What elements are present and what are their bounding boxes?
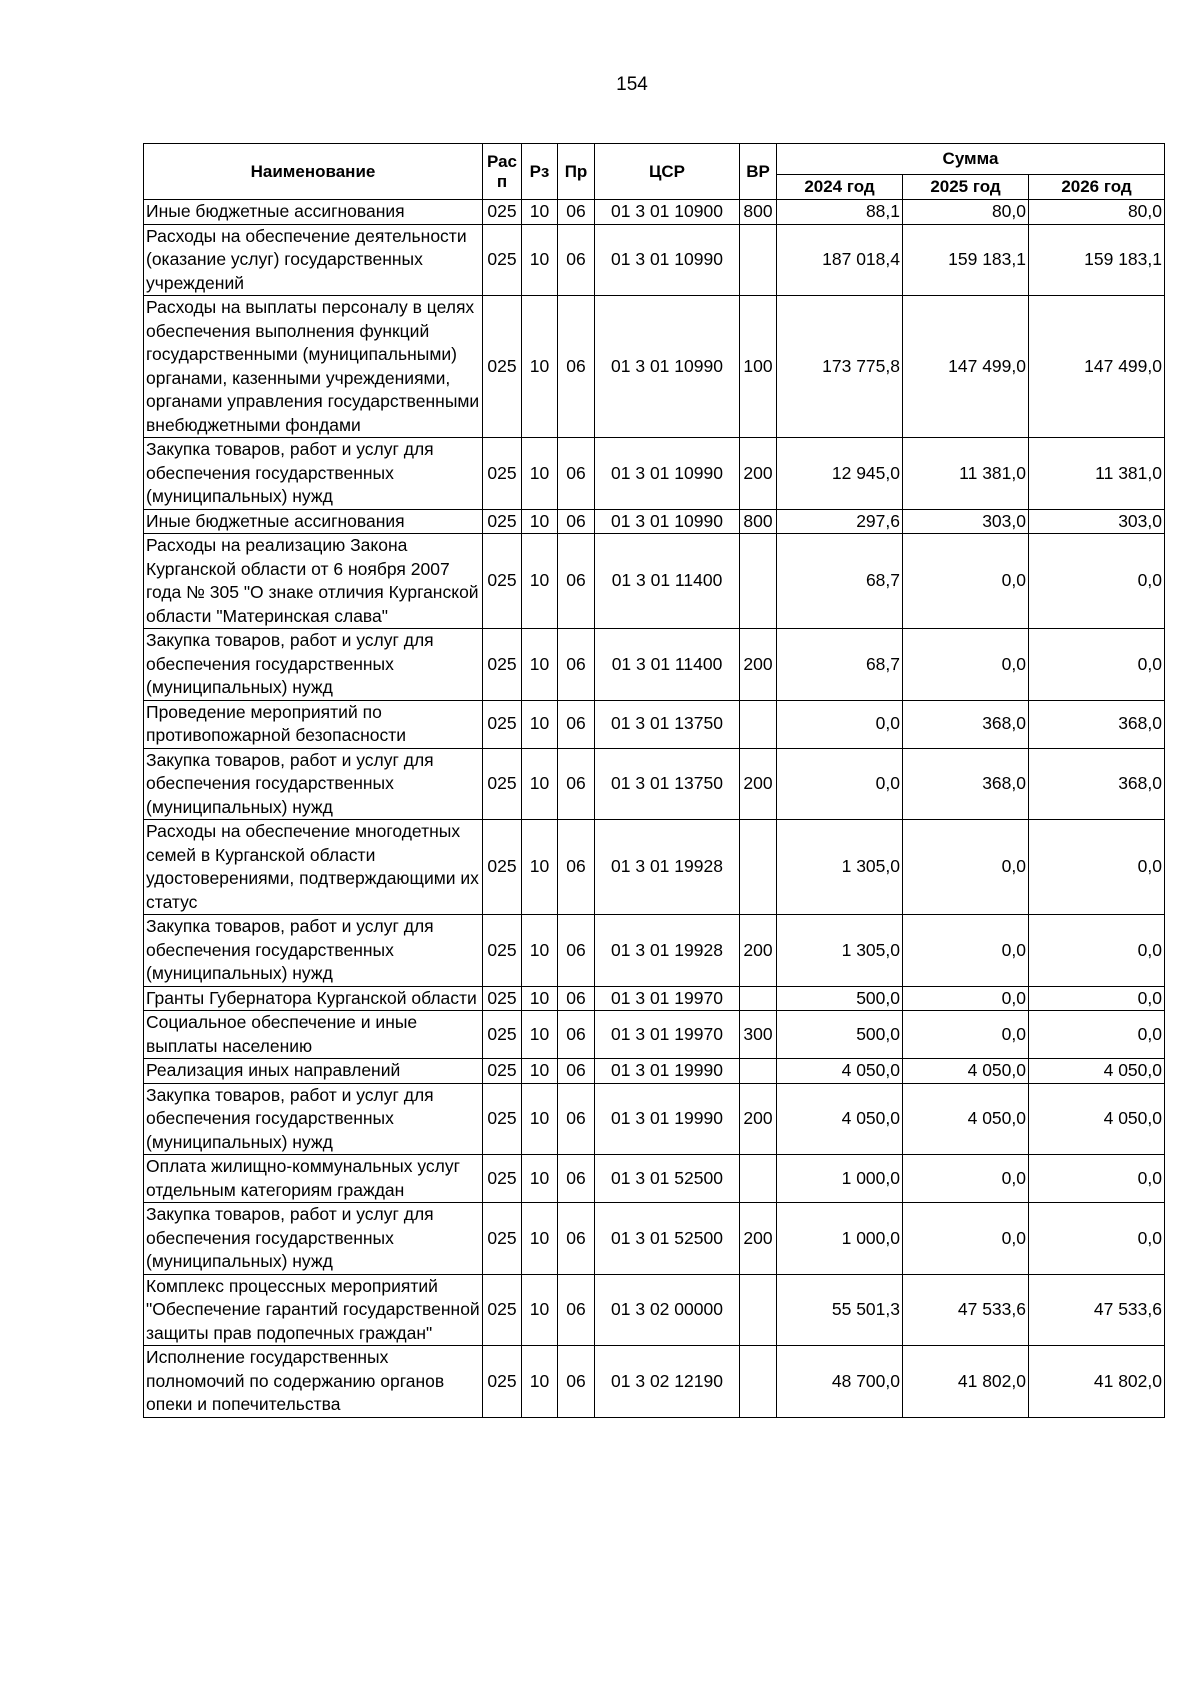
cell-pr: 06 (558, 629, 595, 701)
table-row (144, 1203, 1165, 1275)
cell-sum-2024: 500,0 (777, 986, 903, 1011)
cell-csr: 01 3 01 19970 (595, 1011, 740, 1059)
cell-vr: 800 (740, 200, 777, 225)
cell-rasp: 025 (483, 820, 522, 915)
cell-csr: 01 3 01 13750 (595, 748, 740, 820)
cell-sum-2024: 1 000,0 (777, 1203, 903, 1275)
cell-rz: 10 (522, 224, 558, 296)
cell-rasp: 025 (483, 224, 522, 296)
table-row (144, 509, 1165, 534)
cell-sum-2026: 80,0 (1029, 200, 1165, 225)
cell-rasp: 025 (483, 534, 522, 629)
header-rz: Рз (522, 144, 558, 200)
cell-pr: 06 (558, 1346, 595, 1418)
cell-sum-2024: 1 000,0 (777, 1155, 903, 1203)
cell-vr (740, 1274, 777, 1346)
cell-sum-2026: 147 499,0 (1029, 296, 1165, 438)
table-row (144, 1083, 1165, 1155)
cell-sum-2025: 0,0 (903, 1155, 1029, 1203)
cell-sum-2026: 0,0 (1029, 629, 1165, 701)
cell-rz: 10 (522, 438, 558, 510)
cell-sum-2024: 12 945,0 (777, 438, 903, 510)
cell-pr: 06 (558, 748, 595, 820)
cell-sum-2025: 0,0 (903, 534, 1029, 629)
cell-csr: 01 3 01 52500 (595, 1155, 740, 1203)
cell-pr: 06 (558, 1083, 595, 1155)
cell-sum-2026: 368,0 (1029, 748, 1165, 820)
cell-rz: 10 (522, 1083, 558, 1155)
cell-sum-2024: 68,7 (777, 534, 903, 629)
cell-sum-2024: 0,0 (777, 700, 903, 748)
cell-sum-2024: 1 305,0 (777, 915, 903, 987)
cell-vr: 200 (740, 748, 777, 820)
cell-vr (740, 534, 777, 629)
cell-rasp: 025 (483, 296, 522, 438)
cell-sum-2026: 303,0 (1029, 509, 1165, 534)
cell-pr: 06 (558, 509, 595, 534)
table-row (144, 915, 1165, 987)
table-row (144, 1011, 1165, 1059)
cell-rasp: 025 (483, 200, 522, 225)
cell-vr (740, 1155, 777, 1203)
cell-sum-2024: 1 305,0 (777, 820, 903, 915)
cell-rasp: 025 (483, 986, 522, 1011)
cell-sum-2026: 0,0 (1029, 986, 1165, 1011)
cell-sum-2025: 368,0 (903, 700, 1029, 748)
cell-rz: 10 (522, 534, 558, 629)
cell-rasp: 025 (483, 1059, 522, 1084)
table-row (144, 629, 1165, 701)
cell-name: Иные бюджетные ассигнования (144, 200, 483, 225)
cell-sum-2024: 173 775,8 (777, 296, 903, 438)
cell-sum-2024: 68,7 (777, 629, 903, 701)
cell-sum-2026: 41 802,0 (1029, 1346, 1165, 1418)
table-row (144, 534, 1165, 629)
cell-rasp: 025 (483, 629, 522, 701)
cell-sum-2026: 47 533,6 (1029, 1274, 1165, 1346)
cell-sum-2025: 0,0 (903, 820, 1029, 915)
cell-rz: 10 (522, 748, 558, 820)
cell-csr: 01 3 02 12190 (595, 1346, 740, 1418)
header-year-2024: 2024 год (777, 175, 903, 200)
table-row (144, 224, 1165, 296)
cell-rz: 10 (522, 915, 558, 987)
header-rasp: Рас п (483, 144, 522, 200)
cell-name: Социальное обеспечение и иные выплаты населению (144, 1011, 483, 1059)
cell-rz: 10 (522, 629, 558, 701)
cell-pr: 06 (558, 224, 595, 296)
cell-sum-2025: 303,0 (903, 509, 1029, 534)
cell-sum-2025: 0,0 (903, 629, 1029, 701)
cell-vr (740, 1059, 777, 1084)
cell-rasp: 025 (483, 915, 522, 987)
cell-rz: 10 (522, 1346, 558, 1418)
cell-pr: 06 (558, 700, 595, 748)
cell-sum-2025: 0,0 (903, 1011, 1029, 1059)
cell-sum-2025: 41 802,0 (903, 1346, 1029, 1418)
cell-sum-2024: 297,6 (777, 509, 903, 534)
cell-sum-2025: 0,0 (903, 1203, 1029, 1275)
cell-name: Закупка товаров, работ и услуг для обеспечения государственных (муниципальных) нужд (144, 629, 483, 701)
table-row (144, 1155, 1165, 1203)
cell-vr: 200 (740, 1083, 777, 1155)
cell-pr: 06 (558, 200, 595, 225)
cell-name: Закупка товаров, работ и услуг для обеспечения государственных (муниципальных) нужд (144, 1203, 483, 1275)
cell-csr: 01 3 01 19928 (595, 820, 740, 915)
header-vr: ВР (740, 144, 777, 200)
cell-sum-2025: 47 533,6 (903, 1274, 1029, 1346)
cell-name: Иные бюджетные ассигнования (144, 509, 483, 534)
cell-name: Проведение мероприятий по противопожарной безопасности (144, 700, 483, 748)
cell-rz: 10 (522, 200, 558, 225)
page-number: 154 (616, 74, 648, 95)
cell-sum-2025: 368,0 (903, 748, 1029, 820)
cell-pr: 06 (558, 915, 595, 987)
cell-csr: 01 3 01 10900 (595, 200, 740, 225)
cell-pr: 06 (558, 1203, 595, 1275)
cell-name: Оплата жилищно-коммунальных услуг отдельным категориям граждан (144, 1155, 483, 1203)
cell-sum-2026: 0,0 (1029, 820, 1165, 915)
table-row (144, 1059, 1165, 1084)
cell-name: Реализация иных направлений (144, 1059, 483, 1084)
cell-rz: 10 (522, 1155, 558, 1203)
budget-table (143, 143, 1165, 1418)
table-row (144, 700, 1165, 748)
cell-rasp: 025 (483, 748, 522, 820)
cell-vr (740, 1346, 777, 1418)
cell-pr: 06 (558, 296, 595, 438)
cell-pr: 06 (558, 534, 595, 629)
header-year-2026: 2026 год (1029, 175, 1165, 200)
cell-sum-2025: 80,0 (903, 200, 1029, 225)
header-csr: ЦСР (595, 144, 740, 200)
cell-name: Исполнение государственных полномочий по содержанию органов опеки и попечительства (144, 1346, 483, 1418)
cell-vr: 100 (740, 296, 777, 438)
table-row (144, 200, 1165, 225)
cell-vr (740, 700, 777, 748)
cell-sum-2024: 500,0 (777, 1011, 903, 1059)
cell-rasp: 025 (483, 1011, 522, 1059)
cell-rasp: 025 (483, 1274, 522, 1346)
header-pr: Пр (558, 144, 595, 200)
cell-name: Закупка товаров, работ и услуг для обеспечения государственных (муниципальных) нужд (144, 915, 483, 987)
cell-sum-2024: 4 050,0 (777, 1059, 903, 1084)
cell-rasp: 025 (483, 1083, 522, 1155)
header-sum: Сумма (777, 144, 1165, 175)
cell-sum-2026: 0,0 (1029, 534, 1165, 629)
cell-name: Гранты Губернатора Курганской области (144, 986, 483, 1011)
cell-sum-2026: 0,0 (1029, 1011, 1165, 1059)
cell-name: Расходы на выплаты персоналу в целях обеспечения выполнения функций государственными (муниципальными) органами, казенными учреждениями, органами управления государственными внебюджетными фондами (144, 296, 483, 438)
cell-csr: 01 3 01 10990 (595, 509, 740, 534)
cell-name: Расходы на обеспечение деятельности (оказание услуг) государственных учреждений (144, 224, 483, 296)
cell-sum-2025: 0,0 (903, 915, 1029, 987)
cell-name: Закупка товаров, работ и услуг для обеспечения государственных (муниципальных) нужд (144, 438, 483, 510)
cell-sum-2026: 4 050,0 (1029, 1083, 1165, 1155)
cell-sum-2024: 48 700,0 (777, 1346, 903, 1418)
cell-rz: 10 (522, 820, 558, 915)
cell-sum-2026: 0,0 (1029, 1203, 1165, 1275)
cell-rasp: 025 (483, 1346, 522, 1418)
cell-sum-2026: 0,0 (1029, 915, 1165, 987)
cell-name: Расходы на обеспечение многодетных семей в Курганской области удостоверениями, подтверждающими их статус (144, 820, 483, 915)
cell-sum-2024: 55 501,3 (777, 1274, 903, 1346)
cell-rz: 10 (522, 296, 558, 438)
cell-name: Комплекс процессных мероприятий "Обеспечение гарантий государственной защиты прав подопечных граждан" (144, 1274, 483, 1346)
cell-name: Закупка товаров, работ и услуг для обеспечения государственных (муниципальных) нужд (144, 1083, 483, 1155)
cell-csr: 01 3 01 10990 (595, 224, 740, 296)
cell-rz: 10 (522, 1274, 558, 1346)
cell-sum-2026: 159 183,1 (1029, 224, 1165, 296)
table-row (144, 748, 1165, 820)
table-row (144, 438, 1165, 510)
cell-vr: 800 (740, 509, 777, 534)
cell-rasp: 025 (483, 438, 522, 510)
cell-sum-2024: 4 050,0 (777, 1083, 903, 1155)
cell-sum-2026: 4 050,0 (1029, 1059, 1165, 1084)
cell-csr: 01 3 01 11400 (595, 629, 740, 701)
cell-csr: 01 3 01 19928 (595, 915, 740, 987)
cell-sum-2025: 4 050,0 (903, 1083, 1029, 1155)
cell-csr: 01 3 01 19970 (595, 986, 740, 1011)
cell-sum-2024: 0,0 (777, 748, 903, 820)
cell-rasp: 025 (483, 1203, 522, 1275)
cell-sum-2025: 159 183,1 (903, 224, 1029, 296)
cell-rasp: 025 (483, 1155, 522, 1203)
cell-rz: 10 (522, 1203, 558, 1275)
table-row (144, 820, 1165, 915)
cell-csr: 01 3 01 13750 (595, 700, 740, 748)
cell-vr: 200 (740, 915, 777, 987)
header-name: Наименование (144, 144, 483, 200)
cell-sum-2026: 368,0 (1029, 700, 1165, 748)
table-row (144, 1346, 1165, 1418)
cell-pr: 06 (558, 820, 595, 915)
cell-vr: 200 (740, 438, 777, 510)
cell-sum-2025: 0,0 (903, 986, 1029, 1011)
cell-name: Закупка товаров, работ и услуг для обеспечения государственных (муниципальных) нужд (144, 748, 483, 820)
table-row (144, 1274, 1165, 1346)
cell-sum-2024: 187 018,4 (777, 224, 903, 296)
cell-rz: 10 (522, 1011, 558, 1059)
cell-csr: 01 3 01 11400 (595, 534, 740, 629)
cell-sum-2026: 0,0 (1029, 1155, 1165, 1203)
table-row (144, 296, 1165, 438)
table-body (144, 200, 1165, 1418)
cell-csr: 01 3 01 19990 (595, 1083, 740, 1155)
table-row (144, 986, 1165, 1011)
cell-csr: 01 3 01 10990 (595, 296, 740, 438)
cell-rasp: 025 (483, 700, 522, 748)
cell-csr: 01 3 01 19990 (595, 1059, 740, 1084)
cell-pr: 06 (558, 1155, 595, 1203)
cell-csr: 01 3 01 10990 (595, 438, 740, 510)
cell-csr: 01 3 01 52500 (595, 1203, 740, 1275)
cell-rasp: 025 (483, 509, 522, 534)
cell-rz: 10 (522, 509, 558, 534)
cell-csr: 01 3 02 00000 (595, 1274, 740, 1346)
cell-vr (740, 820, 777, 915)
cell-pr: 06 (558, 1011, 595, 1059)
cell-vr (740, 224, 777, 296)
cell-pr: 06 (558, 1059, 595, 1084)
cell-sum-2026: 11 381,0 (1029, 438, 1165, 510)
cell-rz: 10 (522, 1059, 558, 1084)
cell-pr: 06 (558, 1274, 595, 1346)
cell-sum-2024: 88,1 (777, 200, 903, 225)
cell-vr: 200 (740, 1203, 777, 1275)
cell-vr: 300 (740, 1011, 777, 1059)
cell-rz: 10 (522, 986, 558, 1011)
cell-pr: 06 (558, 438, 595, 510)
cell-vr: 200 (740, 629, 777, 701)
cell-name: Расходы на реализацию Закона Курганской области от 6 ноября 2007 года № 305 "О знаке отличия Курганской области "Материнская слава" (144, 534, 483, 629)
header-year-2025: 2025 год (903, 175, 1029, 200)
cell-sum-2025: 147 499,0 (903, 296, 1029, 438)
cell-pr: 06 (558, 986, 595, 1011)
cell-rz: 10 (522, 700, 558, 748)
cell-sum-2025: 11 381,0 (903, 438, 1029, 510)
cell-vr (740, 986, 777, 1011)
cell-sum-2025: 4 050,0 (903, 1059, 1029, 1084)
